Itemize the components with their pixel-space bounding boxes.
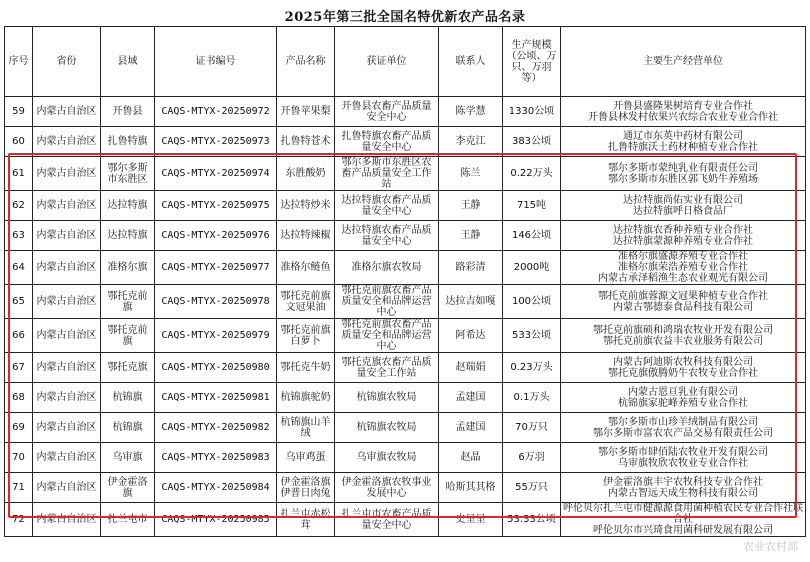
- cell-product: 伊金霍洛旗伊普日肉兔: [277, 473, 335, 503]
- cell-cert: CAQS-MTYX-20250975: [155, 191, 277, 221]
- cell-product: 达拉特炒米: [277, 191, 335, 221]
- cell-province: 内蒙古自治区: [33, 285, 101, 319]
- cell-contact: 孟建国: [439, 413, 503, 443]
- cell-scale: 6万羽: [503, 443, 561, 473]
- cell-county: 扎鲁特旗: [101, 127, 155, 157]
- cell-org: 鄂托克前旗农畜产品质量安全和品牌运营中心: [335, 285, 439, 319]
- cell-county: 达拉特旗: [101, 191, 155, 221]
- cell-contact: 王静: [439, 191, 503, 221]
- cell-contact: 赵瑞娟: [439, 353, 503, 383]
- cell-province: 内蒙古自治区: [33, 319, 101, 353]
- header-province: 省份: [33, 27, 101, 97]
- cell-contact: 哈斯其其格: [439, 473, 503, 503]
- cell-seq: 62: [5, 191, 33, 221]
- cell-seq: 68: [5, 383, 33, 413]
- cell-org: 杭锦旗农牧局: [335, 383, 439, 413]
- cell-cert: CAQS-MTYX-20250981: [155, 383, 277, 413]
- table-row: [5, 413, 806, 443]
- cell-county: 准格尔旗: [101, 251, 155, 285]
- cell-contact: 达拉吉如嘎: [439, 285, 503, 319]
- cell-scale: 1330公顷: [503, 97, 561, 127]
- cell-province: 内蒙古自治区: [33, 191, 101, 221]
- cell-province: 内蒙古自治区: [33, 443, 101, 473]
- cell-county: 开鲁县: [101, 97, 155, 127]
- cell-org: 鄂尔多斯市东胜区农畜产品质量安全工作站: [335, 157, 439, 191]
- cell-product: 杭锦旗驼奶: [277, 383, 335, 413]
- cell-product: 东胜酸奶: [277, 157, 335, 191]
- cell-scale: 55万只: [503, 473, 561, 503]
- cell-cert: CAQS-MTYX-20250978: [155, 285, 277, 319]
- cell-scale: 715吨: [503, 191, 561, 221]
- cell-unit: 达拉特旗尚佑实业有限公司 达拉特旗呼日格食品厂: [561, 191, 806, 221]
- table-row: [5, 97, 806, 127]
- table-body: [5, 97, 806, 537]
- header-product: 产品名称: [277, 27, 335, 97]
- cell-contact: 陈兰: [439, 157, 503, 191]
- cell-unit: 鄂托克前旗硕和鸿瑞农牧业开发有限公司 鄂托克前旗农益丰农业服务有限公司: [561, 319, 806, 353]
- cell-province: 内蒙古自治区: [33, 251, 101, 285]
- cell-contact: 王静: [439, 221, 503, 251]
- cell-seq: 60: [5, 127, 33, 157]
- cell-seq: 59: [5, 97, 33, 127]
- cell-product: 乌审鸡蛋: [277, 443, 335, 473]
- cell-cert: CAQS-MTYX-20250977: [155, 251, 277, 285]
- table-row: [5, 383, 806, 413]
- cell-contact: 路彩清: [439, 251, 503, 285]
- cell-unit: 鄂尔多斯市蒙纯乳业有限责任公司 鄂尔多斯市东胜区郭飞奶牛养殖场: [561, 157, 806, 191]
- cell-product: 准格尔鲢鱼: [277, 251, 335, 285]
- cell-seq: 67: [5, 353, 33, 383]
- cell-org: 伊金霍洛旗农牧事业发展中心: [335, 473, 439, 503]
- cell-province: 内蒙古自治区: [33, 97, 101, 127]
- cell-product: 开鲁苹果梨: [277, 97, 335, 127]
- header-county: 县域: [101, 27, 155, 97]
- cell-unit: 鄂尔多斯市山珍羊绒制品有限公司 鄂尔多斯市富农农产品交易有限责任公司: [561, 413, 806, 443]
- cell-cert: CAQS-MTYX-20250973: [155, 127, 277, 157]
- cell-cert: CAQS-MTYX-20250979: [155, 319, 277, 353]
- cell-product: 扎兰屯赤松茸: [277, 503, 335, 537]
- cell-county: 扎兰屯市: [101, 503, 155, 537]
- cell-seq: 70: [5, 443, 33, 473]
- cell-province: 内蒙古自治区: [33, 473, 101, 503]
- cell-org: 杭锦旗农牧局: [335, 413, 439, 443]
- cell-scale: 0.22万头: [503, 157, 561, 191]
- cell-contact: 孟建国: [439, 383, 503, 413]
- page-title: 2025年第三批全国名特优新农产品名录: [284, 10, 526, 25]
- cell-cert: CAQS-MTYX-20250984: [155, 473, 277, 503]
- cell-unit: 开鲁县盛隆果树培育专业合作社 开鲁县林发村依果兴农综合农业专业合作社: [561, 97, 806, 127]
- header-unit: 主要生产经营单位: [561, 27, 806, 97]
- header-cert: 证书编号: [155, 27, 277, 97]
- table-row: [5, 285, 806, 319]
- cell-scale: 146公顷: [503, 221, 561, 251]
- cell-contact: 陈学慧: [439, 97, 503, 127]
- cell-unit: 准格尔旗盛源养殖专业合作社 准格尔旗荣浩养殖专业合作社 内蒙古承泽稻渔生态农业观光有限公司: [561, 251, 806, 285]
- header-contact: 联系人: [439, 27, 503, 97]
- cell-org: 达拉特旗农畜产品质量安全中心: [335, 221, 439, 251]
- cell-seq: 61: [5, 157, 33, 191]
- cell-scale: 2000吨: [503, 251, 561, 285]
- cell-product: 达拉特辣椒: [277, 221, 335, 251]
- cell-province: 内蒙古自治区: [33, 127, 101, 157]
- cell-scale: 0.1万头: [503, 383, 561, 413]
- cell-org: 达拉特旗农畜产品质量安全中心: [335, 191, 439, 221]
- cell-province: 内蒙古自治区: [33, 503, 101, 537]
- cell-scale: 100公顷: [503, 285, 561, 319]
- cell-county: 达拉特旗: [101, 221, 155, 251]
- cell-unit: 呼伦贝尔扎兰屯市健源源食用菌种植农民专业合作社联合社 呼伦贝尔市兴琦食用菌科研发展有限公司: [561, 503, 806, 537]
- product-directory-table: [4, 26, 806, 537]
- cell-seq: 63: [5, 221, 33, 251]
- cell-org: 鄂托克前旗农畜产品质量安全和品牌运营中心: [335, 319, 439, 353]
- cell-province: 内蒙古自治区: [33, 353, 101, 383]
- cell-cert: CAQS-MTYX-20250983: [155, 443, 277, 473]
- cell-contact: 赵晶: [439, 443, 503, 473]
- cell-province: 内蒙古自治区: [33, 383, 101, 413]
- cell-county: 鄂托克前旗: [101, 319, 155, 353]
- cell-unit: 鄂托克前旗蓉源文冠果种植专业合作社 内蒙古鄂德泰食品科技有限公司: [561, 285, 806, 319]
- cell-scale: 0.23万头: [503, 353, 561, 383]
- cell-county: 杭锦旗: [101, 413, 155, 443]
- cell-org: 准格尔旗农牧局: [335, 251, 439, 285]
- header-org: 获证单位: [335, 27, 439, 97]
- cell-seq: 71: [5, 473, 33, 503]
- cell-seq: 65: [5, 285, 33, 319]
- cell-product: 杭锦旗山羊绒: [277, 413, 335, 443]
- cell-product: 鄂托克前旗文冠果油: [277, 285, 335, 319]
- table-row: [5, 191, 806, 221]
- cell-unit: 伊金霍洛旗丰宇农牧科技专业合作社 内蒙古智远天成生物科技有限公司: [561, 473, 806, 503]
- cell-contact: 史呈呈: [439, 503, 503, 537]
- table-row: [5, 443, 806, 473]
- table-row: [5, 251, 806, 285]
- table-row: [5, 127, 806, 157]
- cell-unit: 通辽市东英中药材有限公司 扎鲁特旗沃土药材种植专业合作社: [561, 127, 806, 157]
- cell-org: 开鲁县农畜产品质量安全中心: [335, 97, 439, 127]
- cell-province: 内蒙古自治区: [33, 413, 101, 443]
- cell-org: 乌审旗农牧局: [335, 443, 439, 473]
- cell-scale: 533公顷: [503, 319, 561, 353]
- cell-cert: CAQS-MTYX-20250982: [155, 413, 277, 443]
- cell-seq: 66: [5, 319, 33, 353]
- cell-county: 乌审旗: [101, 443, 155, 473]
- watermark: 农业农村部: [743, 540, 798, 553]
- table-row: [5, 503, 806, 537]
- cell-unit: 鄂尔多斯市肆佰陆农牧业开发有限公司 乌审旗牧欣农牧业专业合作社: [561, 443, 806, 473]
- cell-cert: CAQS-MTYX-20250972: [155, 97, 277, 127]
- cell-seq: 72: [5, 503, 33, 537]
- cell-cert: CAQS-MTYX-20250985: [155, 503, 277, 537]
- cell-scale: 383公顷: [503, 127, 561, 157]
- table-row: [5, 319, 806, 353]
- cell-county: 鄂托克前旗: [101, 285, 155, 319]
- cell-product: 鄂托克牛奶: [277, 353, 335, 383]
- cell-org: 鄂托克旗农畜产品质量安全工作站: [335, 353, 439, 383]
- cell-scale: 53.33公顷: [503, 503, 561, 537]
- cell-cert: CAQS-MTYX-20250976: [155, 221, 277, 251]
- cell-cert: CAQS-MTYX-20250974: [155, 157, 277, 191]
- cell-product: 扎鲁特苍术: [277, 127, 335, 157]
- cell-org: 扎兰屯市农畜产品质量安全中心: [335, 503, 439, 537]
- table-row: [5, 353, 806, 383]
- cell-county: 鄂托克旗: [101, 353, 155, 383]
- cell-seq: 64: [5, 251, 33, 285]
- cell-org: 扎鲁特旗农畜产品质量安全中心: [335, 127, 439, 157]
- cell-product: 鄂托克前旗白萝卜: [277, 319, 335, 353]
- header-row: [5, 27, 806, 97]
- cell-contact: 阿希达: [439, 319, 503, 353]
- header-seq: 序号: [5, 27, 33, 97]
- cell-seq: 69: [5, 413, 33, 443]
- cell-unit: 内蒙古阿迪斯农牧科技有限公司 鄂托克旗傲腾奶牛农牧专业合作社: [561, 353, 806, 383]
- table-row: [5, 473, 806, 503]
- cell-unit: 内蒙古恩亘乳业有限公司 杭锦旗家驼峰养殖专业合作社: [561, 383, 806, 413]
- table-row: [5, 221, 806, 251]
- header-scale: 生产规模（公顷、万只、万羽等）: [503, 27, 561, 97]
- cell-province: 内蒙古自治区: [33, 221, 101, 251]
- cell-county: 伊金霍洛旗: [101, 473, 155, 503]
- cell-province: 内蒙古自治区: [33, 157, 101, 191]
- cell-cert: CAQS-MTYX-20250980: [155, 353, 277, 383]
- cell-county: 杭锦旗: [101, 383, 155, 413]
- cell-county: 鄂尔多斯市东胜区: [101, 157, 155, 191]
- cell-unit: 达拉特旗农香种养殖专业合作社 达拉特旗蒙源种养殖专业合作社: [561, 221, 806, 251]
- cell-scale: 70万只: [503, 413, 561, 443]
- table-row: [5, 157, 806, 191]
- cell-contact: 李克江: [439, 127, 503, 157]
